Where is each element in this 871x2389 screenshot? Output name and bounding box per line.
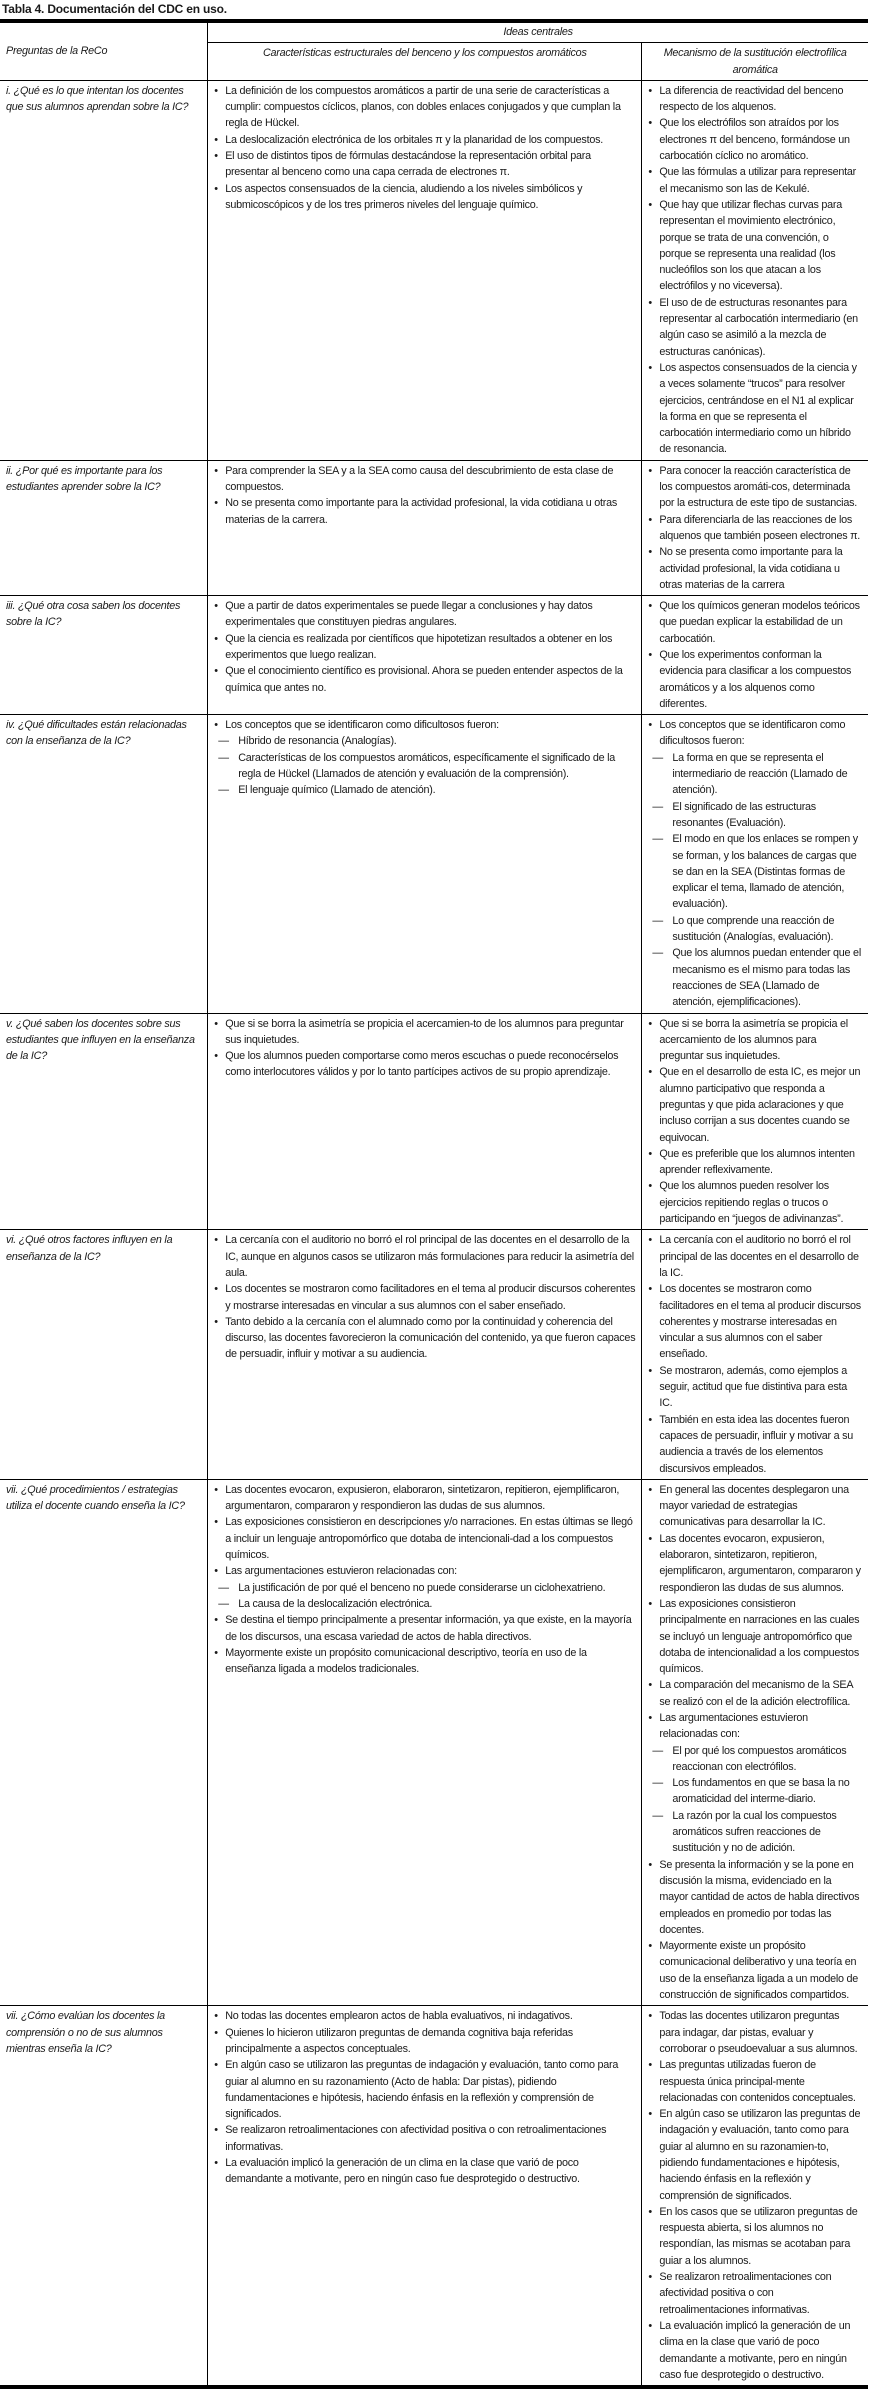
list-item: • Las docentes evocaron, expusieron, elaboraron, sintetizaron, repitieron, ejemplificaron, argumentaron, compararon y respondieron las dudas de sus alumnos. [214,1482,635,1515]
question-cell: vii. ¿Qué procedimientos / estrategias utiliza el docente cuando enseña la IC? [0,1479,208,2006]
table-row [0,460,868,595]
list-item: • El uso de de estructuras resonantes para representar al carbocatión intermediario (en algún caso se asimiló a la mezcla de estructuras canónicas). [648,295,862,360]
list-item: • La diferencia de reactividad del benceno respecto de los alquenos. [648,83,862,116]
list-item: • Mayormente existe un propósito comunicacional descriptivo, teoría en uso de la enseñanza ligada a modelos tradicionales. [214,1645,635,1678]
list-item: • Se presenta la información y se la pone en discusión la misma, evidenciado en la mayor cantidad de actos de habla directivos empleados en promedio por todas las docentes. [648,1857,862,1938]
question-cell: iii. ¿Qué otra cosa saben los docentes sobre la IC? [0,596,208,715]
list-item: • Que los químicos generan modelos teóricos que puedan explicar la estabilidad de un carbocatión. [648,598,862,647]
sub-item: — El lenguaje químico (Llamado de atención). [214,782,635,798]
list-item: • La comparación del mecanismo de la SEA se realizó con el de la adición electrofílica. [648,1677,862,1710]
sub-item: — La razón por la cual los compuestos aromáticos sufren reacciones de sustitución y no de adición. [648,1808,862,1857]
header-mecanismo: Mecanismo de la sustitución electrofílica aromática [642,43,868,81]
estructurales-cell [208,2006,642,2387]
list-item: • Se mostraron, además, como ejemplos a seguir, actitud que fue distintiva para esta IC. [648,1363,862,1412]
list-item: • Que si se borra la asimetría se propicia el acercamiento de los alumnos para preguntar sus inquietudes. [648,1016,862,1065]
list-item: • No todas las docentes emplearon actos de habla evaluativos, ni indagativos. [214,2008,635,2024]
sub-item: — El por qué los compuestos aromáticos reaccionan con electrófilos. [648,1743,862,1776]
list-item: • Que si se borra la asimetría se propicia el acercamien-to de los alumnos para preguntar sus inquietudes. [214,1016,635,1049]
mecanismo-cell [642,1013,868,1230]
mecanismo-cell [642,596,868,715]
list-item: • Los aspectos consensuados de la ciencia y a veces solamente “trucos” para resolver ejercicios, centrándose en el N1 al explicar la forma en que se representa el carbocatión intermediario como un híbrido de resonancia. [648,360,862,458]
list-item: • Que la ciencia es realizada por científicos que hipotetizan resultados a obtener en los experimentos que luego realizan. [214,631,635,664]
list-item: • Se destina el tiempo principalmente a presentar información, ya que existe, en la mayoría de los discursos, una escasa variedad de actos de habla directivos. [214,1612,635,1645]
table-row [0,1479,868,2006]
list-item: • También en esta idea las docentes fueron capaces de persuadir, influir y motivar a su audiencia a través de los elementos discursivos empleados. [648,1412,862,1477]
list-item: • La evaluación implicó la generación de un clima en la clase que varió de poco demandante a motivante, pero en ningún caso fue desprotegido o destructivo. [648,2318,862,2383]
table-row [0,715,868,1013]
list-item: • En algún caso se utilizaron las preguntas de indagación y evaluación, tanto como para guiar al alumno en su razonamiento (Acto de habla: Dar pistas), pidiendo fundamentaciones e hipótesis, haciendo énfasis en la reflexión y comprensión de significados. [214,2057,635,2122]
sub-item: — El modo en que los enlaces se rompen y se forman, y los balances de cargas que se dan en la SEA (Distintas formas de explicar el tema, llamado de atención, evaluación). [648,831,862,912]
idea-list [648,1482,862,2004]
question-cell: vi. ¿Qué otros factores influyen en la enseñanza de la IC? [0,1230,208,1479]
idea-list [214,717,635,798]
list-item: • Las exposiciones consistieron en descripciones y/o narraciones. En estas últimas se llegó a incluir un lenguaje antropomórfico que dotaba de intencionali-dad a los compuestos químicos. [214,1514,635,1563]
list-item: • Los docentes se mostraron como facilitadores en el tema al producir discursos coherentes y mostrarse interesadas en vincular a sus alumnos con el saber enseñado. [214,1281,635,1314]
mecanismo-cell [642,715,868,1013]
list-item: • Mayormente existe un propósito comunicacional deliberativo y una teoría en uso de la enseñanza ligada a un modelo de construcción de significados compartidos. [648,1938,862,2003]
list-item: • Las argumentaciones estuvieron relacionadas con: [648,1710,862,1743]
list-item: • Para conocer la reacción característica de los compuestos aromáti-cos, determinada por la estructura de este tipo de sustancias. [648,463,862,512]
list-item: • Las preguntas utilizadas fueron de respuesta única principal-mente relacionadas con contenidos conceptuales. [648,2057,862,2106]
list-item: • La cercanía con el auditorio no borró el rol principal de las docentes en el desarrollo de la IC. [648,1232,862,1281]
list-item: • Se realizaron retroalimentaciones con afectividad positiva o con retroalimentaciones informativas. [648,2269,862,2318]
estructurales-cell [208,596,642,715]
mecanismo-cell [642,1479,868,2006]
idea-list [214,83,635,213]
question-cell: ii. ¿Por qué es importante para los estudiantes aprender sobre la IC? [0,460,208,595]
idea-list [648,598,862,712]
table-row [0,80,868,460]
list-item: • Que hay que utilizar flechas curvas para representan el movimiento electrónico, porque se trata de una convención, o porque se representa una realidad (los nucleófilos son los que atacan a los electrófilos y no viceversa). [648,197,862,295]
list-item: • No se presenta como importante para la actividad profesional, la vida cotidiana u otras materias de la carrera [648,544,862,593]
mecanismo-cell [642,2006,868,2387]
list-item: • Se realizaron retroalimentaciones con afectividad positiva o con retroalimentaciones informativas. [214,2122,635,2155]
list-item: • No se presenta como importante para la actividad profesional, la vida cotidiana u otras materias de la carrera. [214,495,635,528]
list-item: • Que a partir de datos experimentales se puede llegar a conclusiones y hay datos experimentales que constituyen piedras angulares. [214,598,635,631]
estructurales-cell [208,715,642,1013]
sub-item: — La justificación de por qué el benceno no puede considerarse un ciclohexatrieno. [214,1580,635,1596]
mecanismo-cell [642,80,868,460]
sub-item: — Características de los compuestos aromáticos, específicamente el significado de la regla de Hückel (Llamados de atención y evaluación de la comprensión). [214,750,635,783]
list-item: • En los casos que se utilizaron preguntas de respuesta abierta, si los alumnos no respondían, las mismas se acotaban para guiar a los alumnos. [648,2204,862,2269]
estructurales-cell [208,1479,642,2006]
header-estructurales: Características estructurales del benceno y los compuestos aromáticos [208,43,642,81]
idea-list [648,2008,862,2383]
list-item: • La cercanía con el auditorio no borró el rol principal de las docentes en el desarrollo de la IC, aunque en algunos casos se utilizaron más formulaciones para reducir la asimetría del aula. [214,1232,635,1281]
mecanismo-cell [642,460,868,595]
header-questions: Preguntas de la ReCo [0,21,208,80]
list-item: • La deslocalización electrónica de los orbitales π y la planaridad de los compuestos. [214,132,635,148]
cdc-table [0,19,868,2389]
list-item: • En algún caso se utilizaron las preguntas de indagación y evaluación, tanto como para guiar al alumno en su razonamien-to, pidiendo fundamentaciones e hipótesis, haciendo énfasis en la reflexión y comprensión de significados. [648,2106,862,2204]
estructurales-cell [208,1013,642,1230]
question-cell: v. ¿Qué saben los docentes sobre sus estudiantes que influyen en la enseñanza de la IC? [0,1013,208,1230]
list-item: • Los aspectos consensuados de la ciencia, aludiendo a los niveles simbólicos y submicoscópicos y de los tres primeros niveles del lenguaje químico. [214,181,635,214]
list-item: • Para diferenciarla de las reacciones de los alquenos que también poseen electrones π. [648,512,862,545]
idea-list [648,83,862,458]
list-item: • Que el conocimiento científico es provisional. Ahora se pueden entender aspectos de la química que antes no. [214,663,635,696]
list-item: • Todas las docentes utilizaron preguntas para indagar, dar pistas, evaluar y corroborar o pseudoevaluar a sus alumnos. [648,2008,862,2057]
idea-list [648,1232,862,1476]
list-item: • Quienes lo hicieron utilizaron preguntas de demanda cognitiva baja referidas principalmente a aspectos conceptuales. [214,2025,635,2058]
list-item: • Las docentes evocaron, expusieron, elaboraron, sintetizaron, repitieron, ejemplificaron, argumentaron, compararon y respondieron las dudas de sus alumnos. [648,1531,862,1596]
list-item: • El uso de distintos tipos de fórmulas destacándose la representación orbital para presentar al benceno como una capa cerrada de electrones π. [214,148,635,181]
list-item: • Las exposiciones consistieron principalmente en narraciones en las cuales se incluyó un lenguaje antropomórfico que dotaba de intencionalidad a los compuestos químicos. [648,1596,862,1677]
estructurales-cell [208,80,642,460]
idea-list [648,1016,862,1228]
sub-item: — Lo que comprende una reacción de sustitución (Analogías, evaluación). [648,913,862,946]
idea-list [214,1016,635,1081]
table-row [0,1230,868,1479]
list-item: • Que los experimentos conforman la evidencia para clasificar a los compuestos aromáticos y a los alquenos como diferentes. [648,647,862,712]
list-item: • Los conceptos que se identificaron como dificultosos fueron: [214,717,635,733]
list-item: • Los docentes se mostraron como facilitadores en el tema al producir discursos coherentes y mostrarse interesadas en vincular a sus alumnos con el saber enseñado. [648,1281,862,1362]
mecanismo-cell [642,1230,868,1479]
sub-item: — La causa de la deslocalización electrónica. [214,1596,635,1612]
list-item: • La definición de los compuestos aromáticos a partir de una serie de características a cumplir: compuestos cíclicos, planos, con dobles enlaces conjugados y que cumplan la regla de Hückel. [214,83,635,132]
idea-list [214,2008,635,2187]
sub-item: — La forma en que se representa el intermediario de reacción (Llamado de atención). [648,750,862,799]
sub-item: — Que los alumnos puedan entender que el mecanismo es el mismo para todas las reacciones de SEA (Llamado de atención, ejemplificaciones). [648,945,862,1010]
header-ideas-centrales: Ideas centrales [208,21,868,43]
list-item: • Las argumentaciones estuvieron relacionadas con: [214,1563,635,1579]
idea-list [214,463,635,528]
list-item: • Tanto debido a la cercanía con el alumnado como por la continuidad y coherencia del discurso, las docentes favorecieron la comunicación del contenido, ya que fueron capaces de persuadir, influir y motivar a su audiencia. [214,1314,635,1363]
question-cell: iv. ¿Qué dificultades están relacionadas con la enseñanza de la IC? [0,715,208,1013]
list-item: • Que los electrófilos son atraídos por los electrones π del benceno, formándose un carbocatión cíclico no aromático. [648,115,862,164]
estructurales-cell [208,460,642,595]
sub-item: — Híbrido de resonancia (Analogías). [214,733,635,749]
sub-item: — El significado de las estructuras resonantes (Evaluación). [648,799,862,832]
list-item: • La evaluación implicó la generación de un clima en la clase que varió de poco demandante a motivante, pero en ningún caso fue desprotegido o destructivo. [214,2155,635,2188]
list-item: • Que es preferible que los alumnos intenten aprender reflexivamente. [648,1146,862,1179]
list-item: • En general las docentes desplegaron una mayor variedad de estrategias comunicativas para desarrollar la IC. [648,1482,862,1531]
list-item: • Que las fórmulas a utilizar para representar el mecanismo son las de Kekulé. [648,164,862,197]
idea-list [214,1482,635,1678]
question-cell: vii. ¿Cómo evalúan los docentes la comprensión o no de sus alumnos mientras enseña la IC? [0,2006,208,2387]
idea-list [214,598,635,696]
question-cell: i. ¿Qué es lo que intentan los docentes que sus alumnos aprendan sobre la IC? [0,80,208,460]
list-item: • Que los alumnos pueden comportarse como meros escuchas o puede reconocérselos como interlocutores válidos y por lo tanto partícipes activos de su propio aprendizaje. [214,1048,635,1081]
sub-item: — Los fundamentos en que se basa la no aromaticidad del interme-diario. [648,1775,862,1808]
idea-list [214,1232,635,1362]
list-item: • Que los alumnos pueden resolver los ejercicios repitiendo reglas o trucos o participando en “juegos de adivinanzas”. [648,1178,862,1227]
table-caption: Tabla 4. Documentación del CDC en uso. [2,2,227,16]
list-item: • Que en el desarrollo de esta IC, es mejor un alumno participativo que responda a preguntas y que pida aclaraciones y que incluso corrijan a sus docentes cuando se equivocan. [648,1064,862,1145]
idea-list [648,717,862,1010]
table-row [0,596,868,715]
estructurales-cell [208,1230,642,1479]
table-row [0,1013,868,1230]
list-item: • Para comprender la SEA y a la SEA como causa del descubrimiento de esta clase de compuestos. [214,463,635,496]
list-item: • Los conceptos que se identificaron como dificultosos fueron: [648,717,862,750]
table-row [0,2006,868,2387]
idea-list [648,463,862,593]
